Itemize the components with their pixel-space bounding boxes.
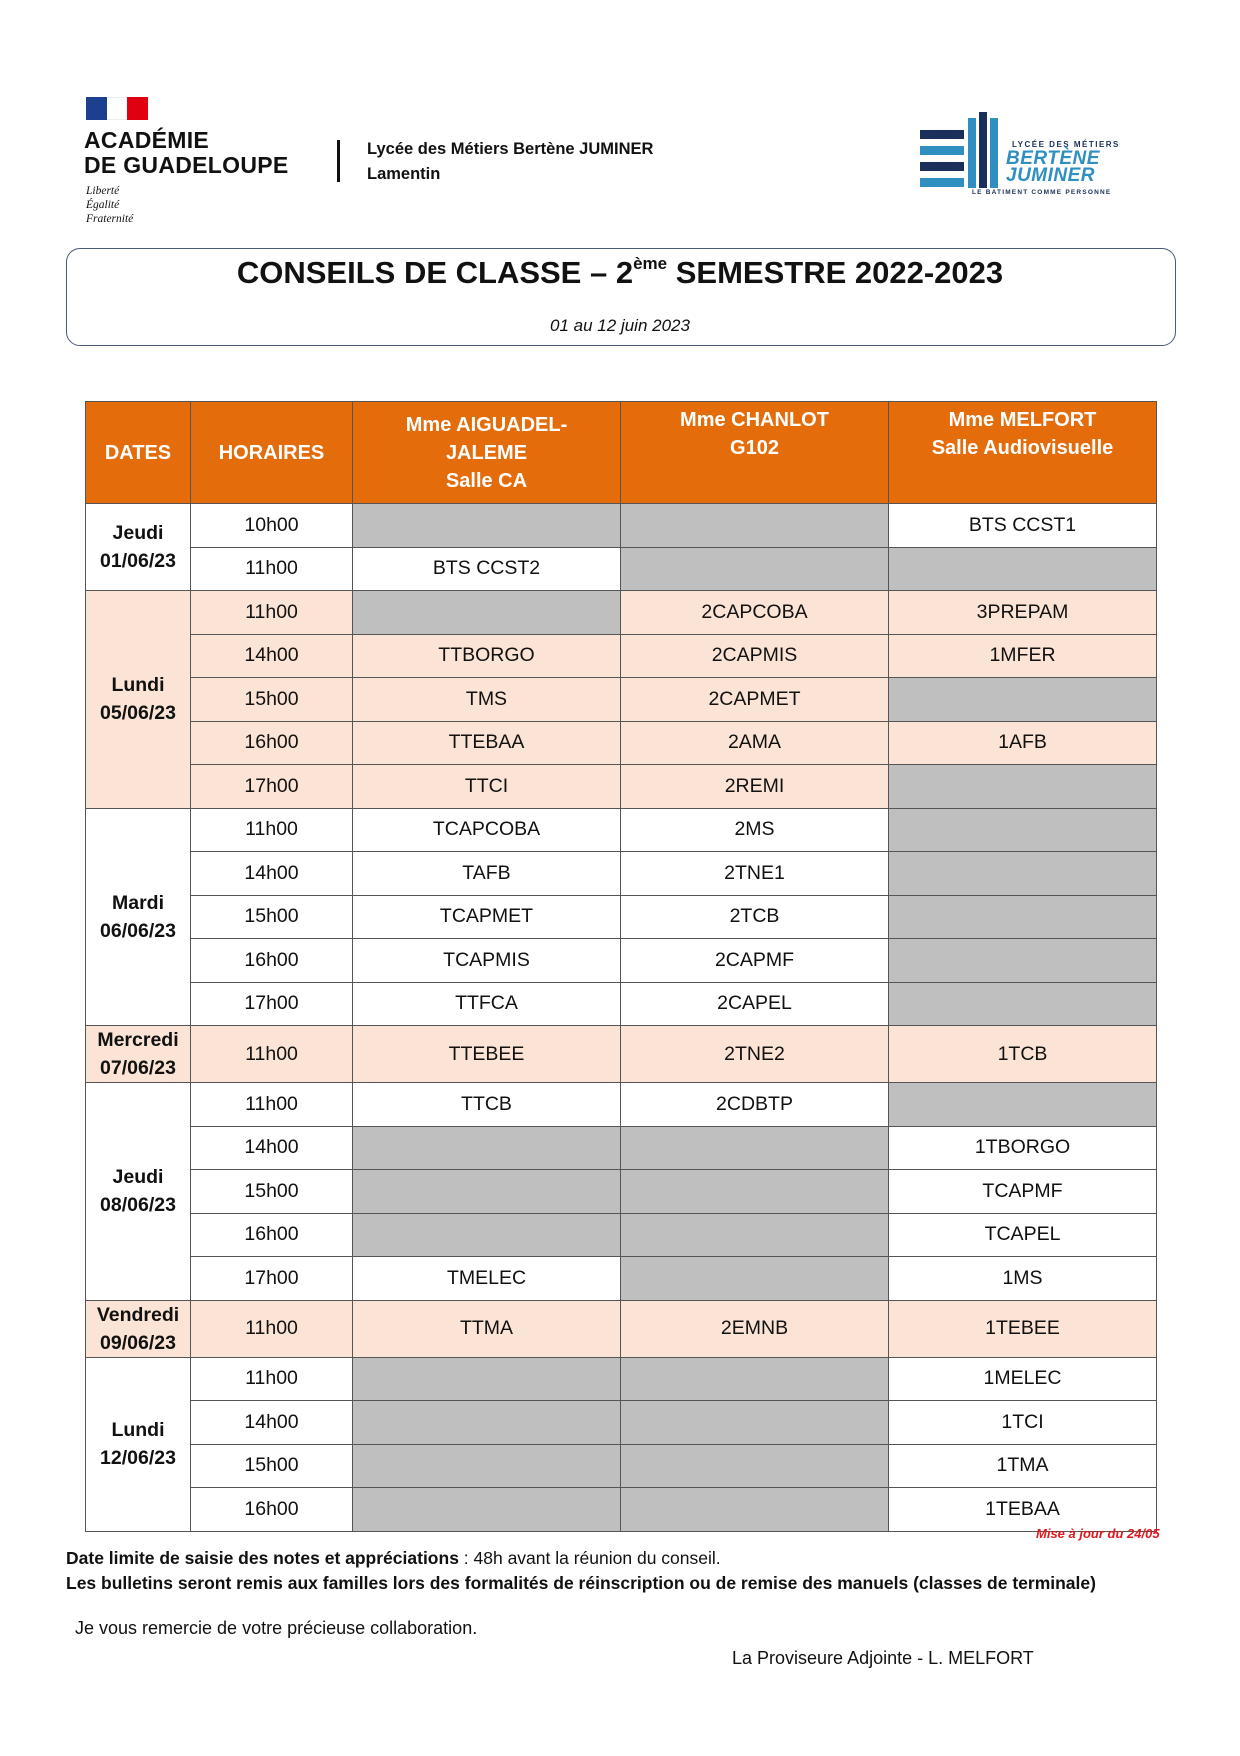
schedule-body <box>86 504 1157 1532</box>
class-cell: 3PREPAM <box>889 591 1157 635</box>
class-cell: 2CAPMET <box>621 678 889 722</box>
class-cell <box>889 895 1157 939</box>
title-part2: SEMESTRE 2022-2023 <box>667 255 1004 290</box>
class-cell: 2CDBTP <box>621 1083 889 1127</box>
time-cell: 16h00 <box>191 1488 353 1532</box>
table-row <box>86 547 1157 591</box>
academie-line2: DE GUADELOUPE <box>84 152 289 178</box>
class-cell: 2MS <box>621 808 889 852</box>
table-row <box>86 1300 1157 1357</box>
table-row <box>86 982 1157 1026</box>
time-cell: 11h00 <box>191 1357 353 1401</box>
class-cell: 2TNE1 <box>621 852 889 896</box>
table-row <box>86 1257 1157 1301</box>
day-name: Lundi <box>111 674 165 697</box>
class-cell <box>353 1488 621 1532</box>
deadline-label: Date limite de saisie des notes et appréciations <box>66 1548 459 1568</box>
class-cell: TAFB <box>353 852 621 896</box>
time-cell: 14h00 <box>191 852 353 896</box>
date-cell <box>86 1083 191 1301</box>
day-name: Jeudi <box>112 1166 164 1189</box>
class-cell <box>353 504 621 548</box>
class-cell <box>621 547 889 591</box>
time-cell: 16h00 <box>191 721 353 765</box>
time-cell: 11h00 <box>191 547 353 591</box>
signature: La Proviseure Adjointe - L. MELFORT <box>732 1648 1034 1668</box>
table-row <box>86 1488 1157 1532</box>
class-cell: 2AMA <box>621 721 889 765</box>
table-row <box>86 852 1157 896</box>
header-melfort-room: Salle Audiovisuelle <box>931 437 1114 459</box>
class-cell: TTCI <box>353 765 621 809</box>
class-cell: 1AFB <box>889 721 1157 765</box>
class-cell <box>621 1213 889 1257</box>
header-chanlot-room: G102 <box>730 437 779 459</box>
class-cell <box>353 1213 621 1257</box>
time-cell: 11h00 <box>191 1083 353 1127</box>
class-cell: TTBORGO <box>353 634 621 678</box>
class-cell: 1TCI <box>889 1401 1157 1445</box>
class-cell <box>889 547 1157 591</box>
class-cell: 2CAPCOBA <box>621 591 889 635</box>
day-date: 08/06/23 <box>100 1194 176 1217</box>
class-cell: TTCB <box>353 1083 621 1127</box>
time-cell: 16h00 <box>191 939 353 983</box>
class-cell: 2REMI <box>621 765 889 809</box>
time-cell: 14h00 <box>191 634 353 678</box>
day-name: Jeudi <box>112 522 164 544</box>
class-cell: TCAPMF <box>889 1170 1157 1214</box>
time-cell: 15h00 <box>191 1170 353 1214</box>
bulletins-note: Les bulletins seront remis aux familles lors des formalités de réinscription ou de remise des manuels (classes de terminale) <box>66 1573 1096 1593</box>
day-date: 06/06/23 <box>100 919 176 942</box>
date-cell <box>86 1300 191 1357</box>
class-cell: 1TEBAA <box>889 1488 1157 1532</box>
class-cell <box>889 765 1157 809</box>
class-cell <box>621 1357 889 1401</box>
schedule-table <box>85 401 1157 1532</box>
date-cell <box>86 591 191 809</box>
devise-egalite: Égalité <box>86 199 120 211</box>
logo-tagline: LE BATIMENT COMME PERSONNE <box>972 189 1112 196</box>
class-cell: 1TBORGO <box>889 1126 1157 1170</box>
class-cell <box>889 1083 1157 1127</box>
day-name: Lundi <box>111 1419 165 1441</box>
table-row <box>86 1083 1157 1127</box>
class-cell <box>353 1401 621 1445</box>
table-row <box>86 939 1157 983</box>
time-cell: 17h00 <box>191 765 353 809</box>
devise <box>86 184 133 226</box>
devise-fraternite: Fraternité <box>86 213 134 225</box>
time-cell: 14h00 <box>191 1126 353 1170</box>
table-row <box>86 1444 1157 1488</box>
time-cell: 16h00 <box>191 1213 353 1257</box>
time-cell: 11h00 <box>191 808 353 852</box>
date-cell <box>86 1357 191 1531</box>
logo-small-text: LYCÉE DES MÉTIERS <box>1012 140 1120 149</box>
table-row <box>86 1357 1157 1401</box>
day-date: 01/06/23 <box>100 550 176 572</box>
header-chanlot-line1: Mme CHANLOT <box>680 409 829 431</box>
deadline-text: : 48h avant la réunion du conseil. <box>458 1548 721 1568</box>
table-row <box>86 1213 1157 1257</box>
class-cell: TCAPMET <box>353 895 621 939</box>
day-date: 12/06/23 <box>100 1447 176 1469</box>
class-cell <box>621 1257 889 1301</box>
table-row <box>86 1170 1157 1214</box>
table-row <box>86 504 1157 548</box>
day-date: 07/06/23 <box>100 1057 176 1079</box>
class-cell: 2TNE2 <box>621 1026 889 1083</box>
building-icon <box>920 112 1010 198</box>
table-row <box>86 765 1157 809</box>
class-cell: 2CAPMF <box>621 939 889 983</box>
class-cell: TTMA <box>353 1300 621 1357</box>
header-separator <box>337 140 340 182</box>
marianne-flag-logo <box>86 97 148 120</box>
class-cell: TMS <box>353 678 621 722</box>
table-row <box>86 1126 1157 1170</box>
header-aiguadel-line2: JALEME <box>445 441 528 464</box>
header-aiguadel <box>353 402 621 504</box>
header-aiguadel-room: Salle CA <box>445 469 528 492</box>
logo-name <box>1006 150 1100 184</box>
class-cell: TTEBEE <box>353 1026 621 1083</box>
table-row <box>86 634 1157 678</box>
class-cell <box>621 1126 889 1170</box>
thanks-text: Je vous remercie de votre précieuse collaboration. <box>75 1618 478 1638</box>
class-cell: BTS CCST2 <box>353 547 621 591</box>
academie-name <box>84 128 289 178</box>
header-melfort <box>889 402 1157 504</box>
class-cell: TCAPEL <box>889 1213 1157 1257</box>
time-cell: 15h00 <box>191 1444 353 1488</box>
lycee-block <box>367 137 653 187</box>
table-row <box>86 721 1157 765</box>
table-row <box>86 678 1157 722</box>
time-cell: 17h00 <box>191 1257 353 1301</box>
lycee-name: Lycée des Métiers Bertène JUMINER <box>367 140 654 158</box>
title-sup: ème <box>633 254 668 273</box>
time-cell: 11h00 <box>191 1300 353 1357</box>
date-cell <box>86 504 191 591</box>
class-cell <box>353 1357 621 1401</box>
class-cell <box>621 1444 889 1488</box>
class-cell: TMELEC <box>353 1257 621 1301</box>
time-cell: 11h00 <box>191 1026 353 1083</box>
academie-line1: ACADÉMIE <box>84 127 210 153</box>
class-cell <box>353 1444 621 1488</box>
class-cell <box>889 852 1157 896</box>
page-subtitle: 01 au 12 juin 2023 <box>550 316 690 335</box>
class-cell: 1TMA <box>889 1444 1157 1488</box>
header-aiguadel-line1: Mme AIGUADEL- <box>405 413 568 436</box>
class-cell <box>353 591 621 635</box>
header-melfort-line1: Mme MELFORT <box>948 409 1097 431</box>
class-cell: BTS CCST1 <box>889 504 1157 548</box>
time-cell: 15h00 <box>191 678 353 722</box>
day-date: 05/06/23 <box>100 702 176 725</box>
day-name: Mercredi <box>97 1029 179 1051</box>
devise-liberte: Liberté <box>86 185 120 197</box>
title-part1: CONSEILS DE CLASSE – 2 <box>236 255 634 290</box>
date-cell <box>86 1026 191 1083</box>
time-cell: 11h00 <box>191 591 353 635</box>
class-cell: 2CAPEL <box>621 982 889 1026</box>
table-header-row <box>86 402 1157 504</box>
table-row <box>86 808 1157 852</box>
table-row <box>86 1401 1157 1445</box>
class-cell: 2CAPMIS <box>621 634 889 678</box>
class-cell <box>353 1170 621 1214</box>
class-cell: 1MELEC <box>889 1357 1157 1401</box>
time-cell: 10h00 <box>191 504 353 548</box>
day-name: Vendredi <box>96 1303 180 1326</box>
class-cell: 2EMNB <box>621 1300 889 1357</box>
class-cell <box>353 1126 621 1170</box>
class-cell: 2TCB <box>621 895 889 939</box>
logo-name-line2: JUMINER <box>1006 165 1096 186</box>
table-row <box>86 895 1157 939</box>
class-cell <box>621 504 889 548</box>
class-cell <box>621 1170 889 1214</box>
header-chanlot <box>621 402 889 504</box>
class-cell <box>621 1488 889 1532</box>
update-note: Mise à jour du 24/05 <box>1036 1526 1160 1541</box>
class-cell <box>889 678 1157 722</box>
table-row <box>86 591 1157 635</box>
day-name: Mardi <box>111 891 164 914</box>
page-title <box>0 254 1240 291</box>
class-cell: 1MS <box>889 1257 1157 1301</box>
lycee-logo <box>920 112 1130 204</box>
logo-name-line1: BERTÈNE <box>1006 148 1100 169</box>
class-cell: 1TCB <box>889 1026 1157 1083</box>
class-cell <box>889 808 1157 852</box>
class-cell: TTFCA <box>353 982 621 1026</box>
time-cell: 17h00 <box>191 982 353 1026</box>
class-cell: 1TEBEE <box>889 1300 1157 1357</box>
class-cell: 1MFER <box>889 634 1157 678</box>
class-cell <box>889 939 1157 983</box>
table-row <box>86 1026 1157 1083</box>
header-horaires: HORAIRES <box>191 402 353 504</box>
class-cell: TCAPMIS <box>353 939 621 983</box>
class-cell: TTEBAA <box>353 721 621 765</box>
class-cell: TCAPCOBA <box>353 808 621 852</box>
class-cell <box>621 1401 889 1445</box>
deadline-note <box>66 1548 721 1569</box>
class-cell <box>889 982 1157 1026</box>
day-date: 09/06/23 <box>100 1331 176 1354</box>
time-cell: 15h00 <box>191 895 353 939</box>
date-cell <box>86 808 191 1026</box>
lycee-city: Lamentin <box>367 165 441 183</box>
time-cell: 14h00 <box>191 1401 353 1445</box>
header-dates: DATES <box>86 402 191 504</box>
